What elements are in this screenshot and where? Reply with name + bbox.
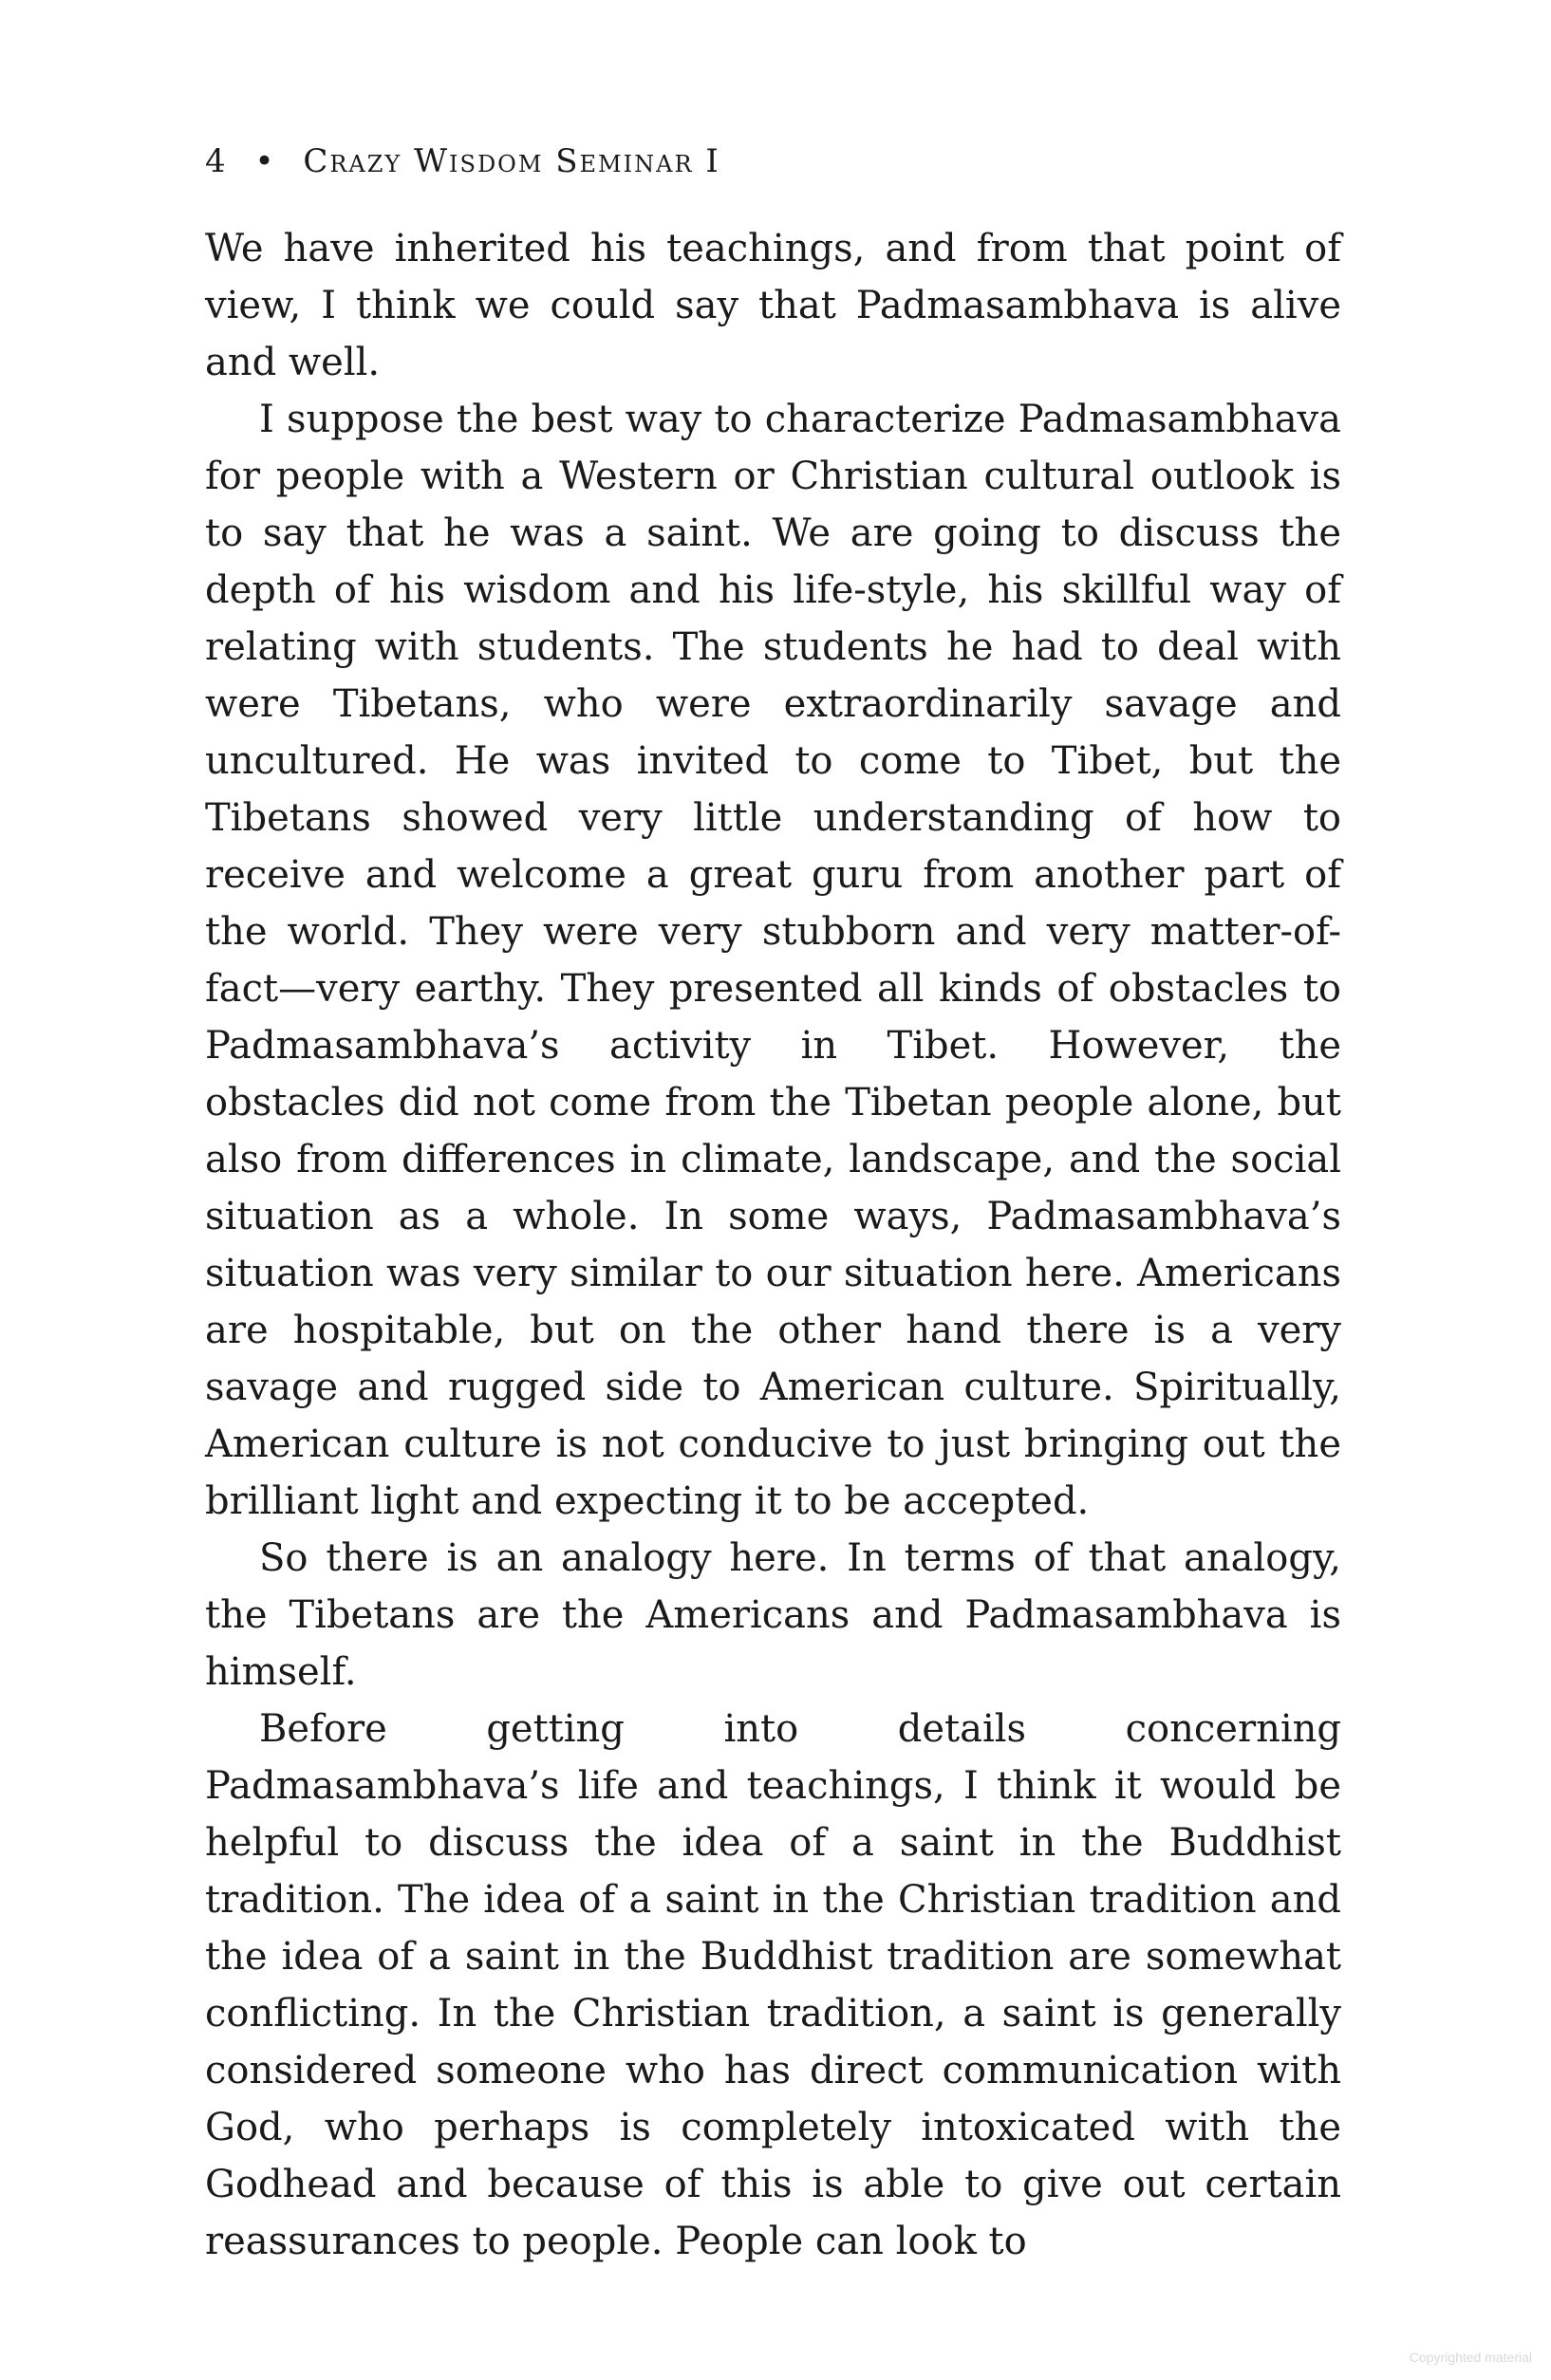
header-separator: • [254,142,275,180]
paragraph: Before getting into details concerning Padmasambhava’s life and teachings, I think it would be helpful to discuss the idea of a saint in the Buddhist tradition. The idea of a saint in the Christian tradition and the idea of a saint in the Buddhist tradition are somewhat conflicting. In the Christian tradition, a saint is generally considered someone who has direct communication with God, who perhaps is completely intoxicated with the Godhead and because of this is able to give out certain reassurances to people. People can look to [205,1707,1341,2263]
copyright-watermark: Copyrighted material [1409,2350,1532,2365]
page-number: 4 [205,142,227,180]
running-title: Crazy Wisdom Seminar I [303,142,720,180]
paragraph: I suppose the best way to characterize Padmasambhava for people with a Western or Christian cultural outlook is to say that he was a saint. We are going to discuss the depth of his wisdom and his life-style, his skillful way of relating with students. The students he had to deal with were Tibetans, who were extraordinarily savage and uncultured. He was invited to come to Tibet, but the Tibetans showed very little understanding of how to receive and welcome a great guru from another part of the world. They were very stubborn and very matter-of-fact—very earthy. They presented all kinds of obstacles to Padmasambhava’s activity in Tibet. However, the obstacles did not come from the Tibetan people alone, but also from differences in climate, landscape, and the social situation as a whole. In some ways, Padmasambhava’s situation was very similar to our situation here. Americans are hospitable, but on the other hand there is a very savage and rugged side to American culture. Spiritually, American culture is not conducive to just bringing out the brilliant light and expecting it to be accepted. [205,398,1341,1523]
running-head [205,142,720,180]
paragraph: So there is an analogy here. In terms of that analogy, the Tibetans are the Americans and Padmasambhava is himself. [205,1536,1341,1694]
body-text [205,220,1341,2270]
paragraph-continued: We have inherited his teachings, and from that point of view, I think we could say that Padmasambhava is alive and well. [205,227,1341,384]
